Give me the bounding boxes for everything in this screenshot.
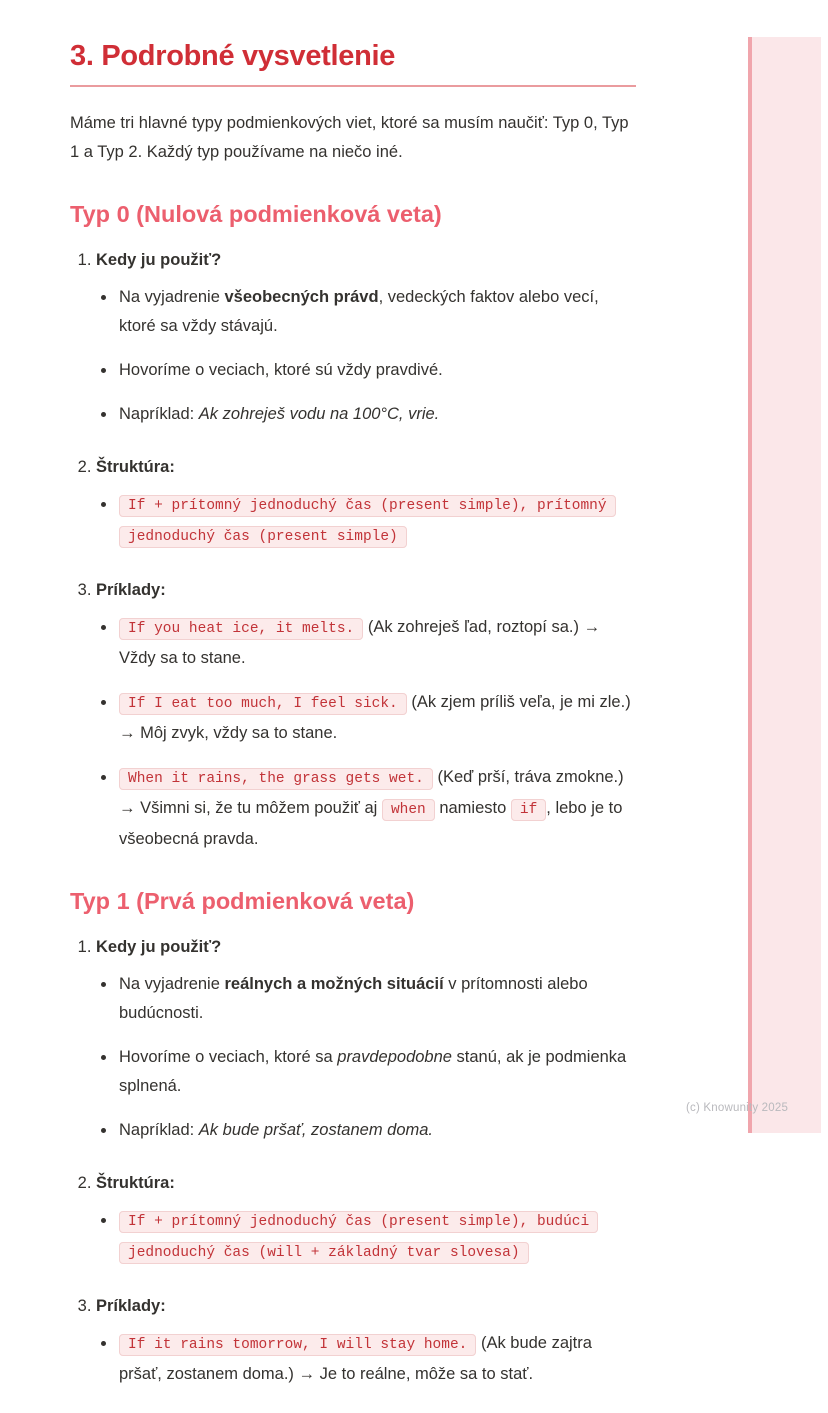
text-fragment: Hovoríme o veciach, ktoré sú vždy pravdivé. bbox=[119, 361, 443, 379]
list-item-priklady bbox=[96, 1292, 636, 1389]
bullet-item bbox=[117, 1043, 636, 1101]
bold-text: všeobecných právd bbox=[224, 288, 379, 306]
inline-code: If + prítomný jednoduchý čas (present simple), prítomný jednoduchý čas (present simple) bbox=[119, 495, 616, 548]
text-fragment: namiesto bbox=[434, 799, 511, 817]
item-label: Kedy ju použiť? bbox=[96, 251, 222, 269]
bullet-item bbox=[117, 1116, 636, 1145]
text-fragment: , vedeckých faktov alebo vecí, ktoré sa vždy stávajú. bbox=[119, 288, 599, 335]
section-typ-1 bbox=[70, 888, 636, 1389]
list-item-struktura bbox=[96, 1169, 636, 1268]
inline-code: If + prítomný jednoduchý čas (present simple), budúci jednoduchý čas (will + základný tvar slovesa) bbox=[119, 1211, 598, 1264]
list-item-kedy bbox=[96, 246, 636, 429]
item-label: Kedy ju použiť? bbox=[96, 938, 222, 956]
item-label: Štruktúra: bbox=[96, 458, 175, 476]
page-title: 3. Podrobné vysvetlenie bbox=[70, 40, 396, 72]
bullet-item bbox=[117, 763, 636, 854]
list-item-priklady bbox=[96, 576, 636, 854]
italic-text: Ak bude pršať, zostanem doma. bbox=[198, 1121, 434, 1139]
numbered-list bbox=[70, 246, 636, 854]
decorative-side-strip bbox=[748, 37, 821, 1133]
bullet-list bbox=[96, 970, 636, 1145]
inline-code: If it rains tomorrow, I will stay home. bbox=[119, 1334, 476, 1356]
text-fragment: Hovoríme o veciach, ktoré sa bbox=[119, 1048, 338, 1066]
bullet-list bbox=[96, 490, 636, 552]
text-fragment: (Ak zohreješ ľad, roztopí sa.) → Vždy sa to stane. bbox=[119, 618, 601, 667]
item-label: Štruktúra: bbox=[96, 1174, 175, 1192]
text-fragment: (Keď prší, tráva zmokne.) → Všimni si, že tu môžem použiť aj bbox=[119, 768, 624, 817]
bullet-item bbox=[117, 356, 636, 385]
bullet-item bbox=[117, 613, 636, 673]
text-fragment: Napríklad: bbox=[119, 1121, 199, 1139]
bullet-list bbox=[96, 613, 636, 854]
bullet-item bbox=[117, 1206, 636, 1268]
item-label: Príklady: bbox=[96, 581, 166, 599]
document-page bbox=[70, 40, 636, 1413]
italic-text: pravdepodobne bbox=[337, 1048, 452, 1066]
bullet-list bbox=[96, 1329, 636, 1389]
inline-code: if bbox=[511, 799, 546, 821]
bullet-item bbox=[117, 688, 636, 748]
list-item-kedy bbox=[96, 933, 636, 1145]
list-item-struktura bbox=[96, 453, 636, 552]
inline-code: when bbox=[382, 799, 435, 821]
inline-code: When it rains, the grass gets wet. bbox=[119, 768, 433, 790]
section-heading: Typ 0 (Nulová podmienková veta) bbox=[70, 201, 442, 227]
italic-text: Ak zohreješ vodu na 100°C, vrie. bbox=[198, 405, 440, 423]
watermark: (c) Knowunity 2025 bbox=[686, 1102, 789, 1114]
bullet-item bbox=[117, 283, 636, 341]
intro-paragraph: Máme tri hlavné typy podmienkových viet, ktoré sa musím naučiť: Typ 0, Typ 1 a Typ 2. Každý typ používame na niečo iné. bbox=[70, 114, 629, 161]
bullet-item bbox=[117, 970, 636, 1028]
bullet-list bbox=[96, 1206, 636, 1268]
text-fragment: , lebo je to všeobecná pravda. bbox=[119, 799, 623, 848]
text-fragment: Napríklad: bbox=[119, 405, 199, 423]
text-fragment: Na vyjadrenie bbox=[119, 288, 225, 306]
item-label: Príklady: bbox=[96, 1297, 166, 1315]
text-fragment: (Ak bude zajtra pršať, zostanem doma.) → Je to reálne, môže sa to stať. bbox=[119, 1334, 592, 1383]
bold-text: reálnych a možných situácií bbox=[224, 975, 444, 993]
bullet-item bbox=[117, 400, 636, 429]
section-heading: Typ 1 (Prvá podmienková veta) bbox=[70, 888, 415, 914]
inline-code: If you heat ice, it melts. bbox=[119, 618, 363, 640]
bullet-item bbox=[117, 1329, 636, 1389]
bullet-item bbox=[117, 490, 636, 552]
text-fragment: Na vyjadrenie bbox=[119, 975, 225, 993]
section-typ-0 bbox=[70, 201, 636, 854]
text-fragment: stanú, ak je podmienka splnená. bbox=[119, 1048, 627, 1095]
numbered-list bbox=[70, 933, 636, 1389]
text-fragment: (Ak zjem príliš veľa, je mi zle.) → Môj zvyk, vždy sa to stane. bbox=[119, 693, 631, 742]
inline-code: If I eat too much, I feel sick. bbox=[119, 693, 407, 715]
bullet-list bbox=[96, 283, 636, 429]
text-fragment: v prítomnosti alebo budúcnosti. bbox=[119, 975, 588, 1022]
title-divider bbox=[70, 85, 636, 87]
